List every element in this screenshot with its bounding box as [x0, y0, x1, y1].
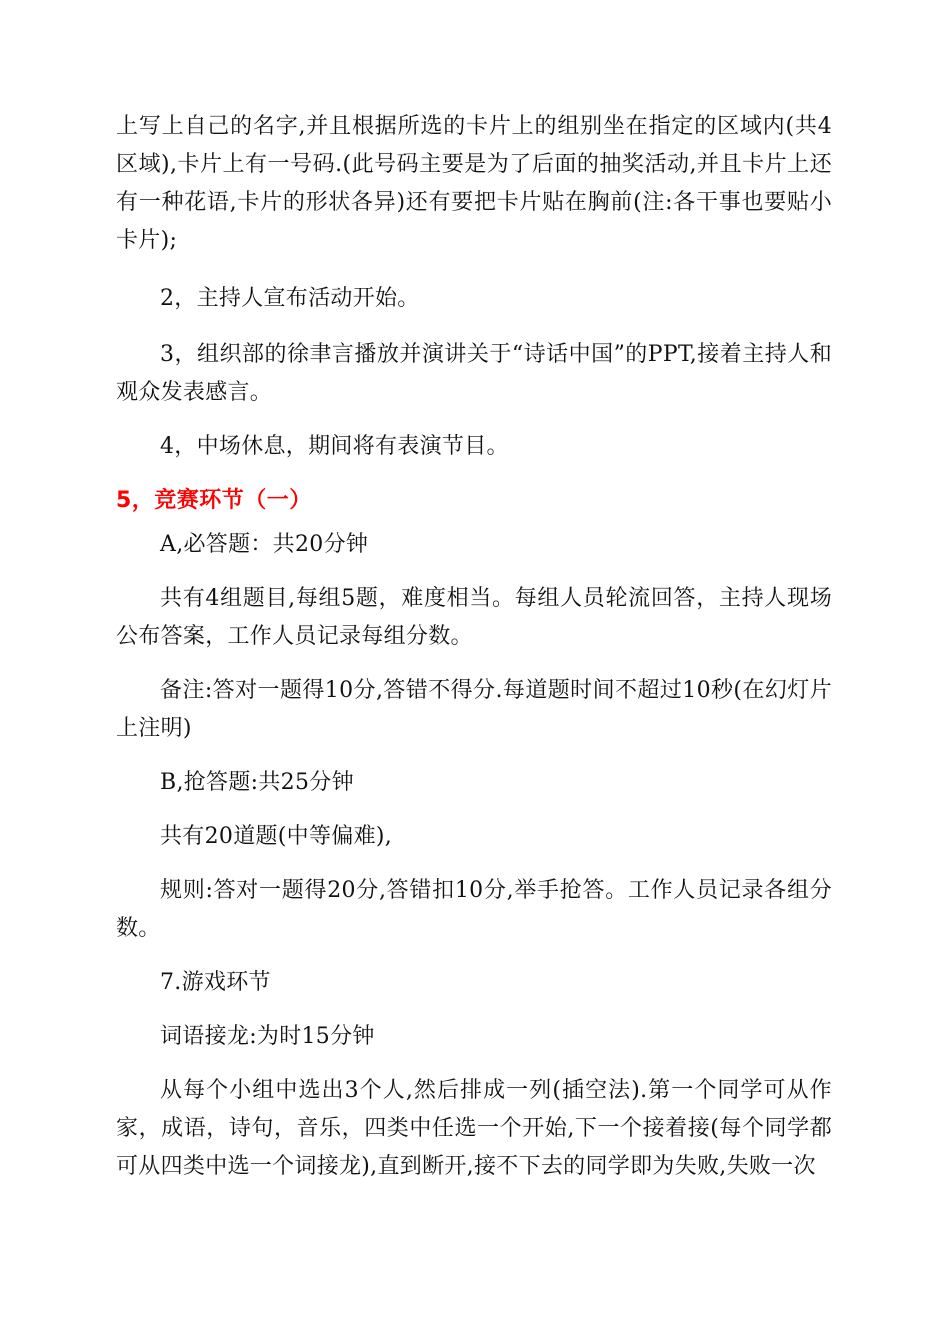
- paragraph-step-4: 4，中场休息，期间将有表演节目。: [160, 434, 509, 459]
- paragraph-step-3: 3，组织部的徐聿言播放并演讲关于“诗话中国”的PPT,接着主持人和观众发表感言。: [116, 342, 832, 405]
- section-heading-competition: 5，竞赛环节（一）: [116, 488, 312, 513]
- paragraph-required-questions: A,必答题：共20分钟: [160, 532, 369, 557]
- paragraph-rush-questions: B,抢答题:共25分钟: [160, 770, 354, 795]
- paragraph-rush-count: 共有20道题(中等偏难),: [160, 824, 393, 849]
- paragraph-game-rules: 从每个小组中选出3个人,然后排成一列(插空法).第一个同学可从作家，成语，诗句，音乐，四类中任选一个开始,下一个接着接(每个同学都可从四类中选一个词接龙),直到断开,接不下去的同学即为失败,失败一次: [116, 1078, 832, 1179]
- paragraph-card-instructions: 上写上自己的名字,并且根据所选的卡片上的组别坐在指定的区域内(共4区域),卡片上有一号码.(此号码主要是为了后面的抽奖活动,并且卡片上还有一种花语,卡片的形状各异)还有要把卡片贴在胸前(注:各干事也要贴小卡片);: [116, 114, 832, 253]
- paragraph-rush-rules: 规则:答对一题得20分,答错扣10分,举手抢答。工作人员记录各组分数。: [116, 878, 832, 941]
- paragraph-note-scoring: 备注:答对一题得10分,答错不得分.每道题时间不超过10秒(在幻灯片上注明): [116, 678, 832, 741]
- paragraph-game-section: 7.游戏环节: [160, 970, 271, 995]
- paragraph-question-groups: 共有4组题目,每组5题，难度相当。每组人员轮流回答，主持人现场公布答案，工作人员记录每组分数。: [116, 586, 832, 649]
- paragraph-word-chain: 词语接龙:为时15分钟: [160, 1024, 375, 1049]
- paragraph-step-2: 2，主持人宣布活动开始。: [160, 286, 420, 311]
